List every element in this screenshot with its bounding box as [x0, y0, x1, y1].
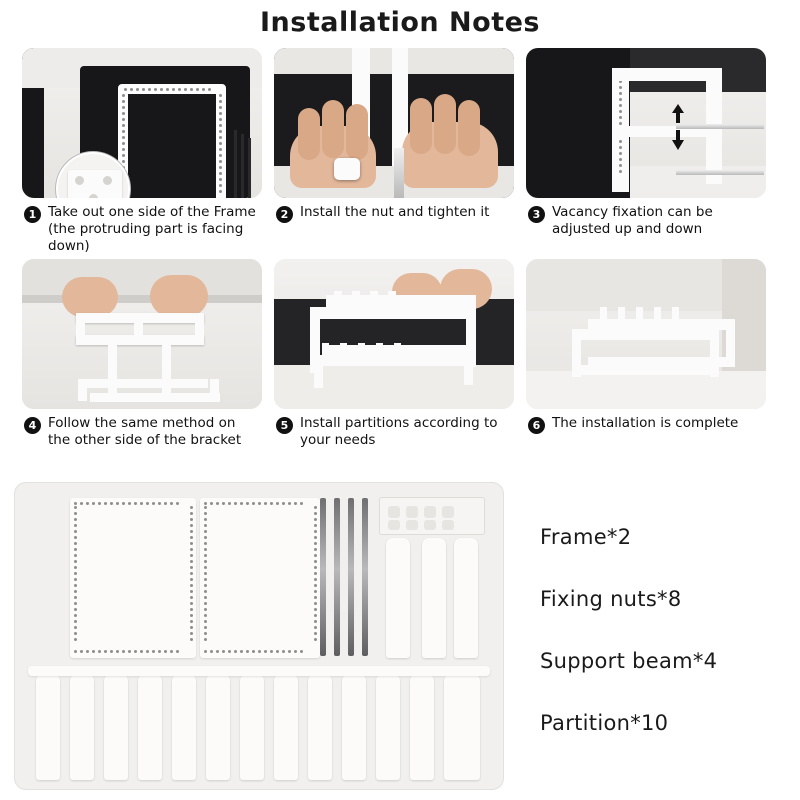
step-2 — [274, 48, 514, 255]
step-5-photo — [274, 259, 514, 409]
partition — [376, 674, 400, 780]
step-4-photo — [22, 259, 262, 409]
partition — [410, 674, 434, 780]
partition — [444, 674, 480, 780]
partition — [172, 674, 196, 780]
legend-item-fixing-nuts: Fixing nuts*8 — [540, 587, 682, 611]
partition — [138, 674, 162, 780]
support-beam — [334, 498, 340, 656]
step-5-number: 5 — [276, 417, 293, 434]
step-3-number: 3 — [528, 206, 545, 223]
step-3-caption-text: Vacancy fixation can be adjusted up and down — [552, 204, 713, 237]
step-4-number: 4 — [24, 417, 41, 434]
partition — [104, 674, 128, 780]
step-3 — [526, 48, 766, 255]
step-5-caption-text: Install partitions according to your needs — [300, 415, 498, 448]
legend-item-support-beam: Support beam*4 — [540, 649, 718, 673]
step-2-number: 2 — [276, 206, 293, 223]
legend-item-frame: Frame*2 — [540, 525, 632, 549]
step-2-caption-text: Install the nut and tighten it — [300, 204, 490, 220]
legend-item-partition: Partition*10 — [540, 711, 669, 735]
step-1-number: 1 — [24, 206, 41, 223]
steps-grid — [0, 40, 800, 449]
step-5-caption — [274, 409, 514, 449]
step-6-number: 6 — [528, 417, 545, 434]
partition — [386, 538, 410, 658]
step-6-caption — [526, 409, 766, 434]
partition — [454, 538, 478, 658]
partition — [274, 674, 298, 780]
parts-tray-photo — [14, 482, 504, 790]
support-beam — [362, 498, 368, 656]
support-beam — [348, 498, 354, 656]
step-2-caption — [274, 198, 514, 223]
step-1-photo — [22, 48, 262, 198]
partition — [422, 538, 446, 658]
partition — [36, 674, 60, 780]
step-5 — [274, 259, 514, 449]
step-6-caption-text: The installation is complete — [552, 415, 739, 431]
parts-legend — [540, 524, 790, 772]
support-beam — [320, 498, 326, 656]
partition — [206, 674, 230, 780]
page-title: Installation Notes — [260, 7, 540, 38]
step-6 — [526, 259, 766, 449]
step-3-caption — [526, 198, 766, 238]
step-1-caption-text: Take out one side of the Frame (the protruding part is facing down) — [48, 204, 256, 254]
step-1-caption — [22, 198, 262, 255]
partition — [308, 674, 332, 780]
up-down-arrow-icon — [670, 104, 686, 152]
partition — [342, 674, 366, 780]
step-3-photo — [526, 48, 766, 198]
step-2-photo — [274, 48, 514, 198]
step-1 — [22, 48, 262, 255]
step-4-caption — [22, 409, 262, 449]
parts-section — [0, 482, 800, 800]
partition — [70, 674, 94, 780]
step-4 — [22, 259, 262, 449]
partition — [240, 674, 264, 780]
step-4-caption-text: Follow the same method on the other side of the bracket — [48, 415, 242, 448]
step-6-photo — [526, 259, 766, 409]
